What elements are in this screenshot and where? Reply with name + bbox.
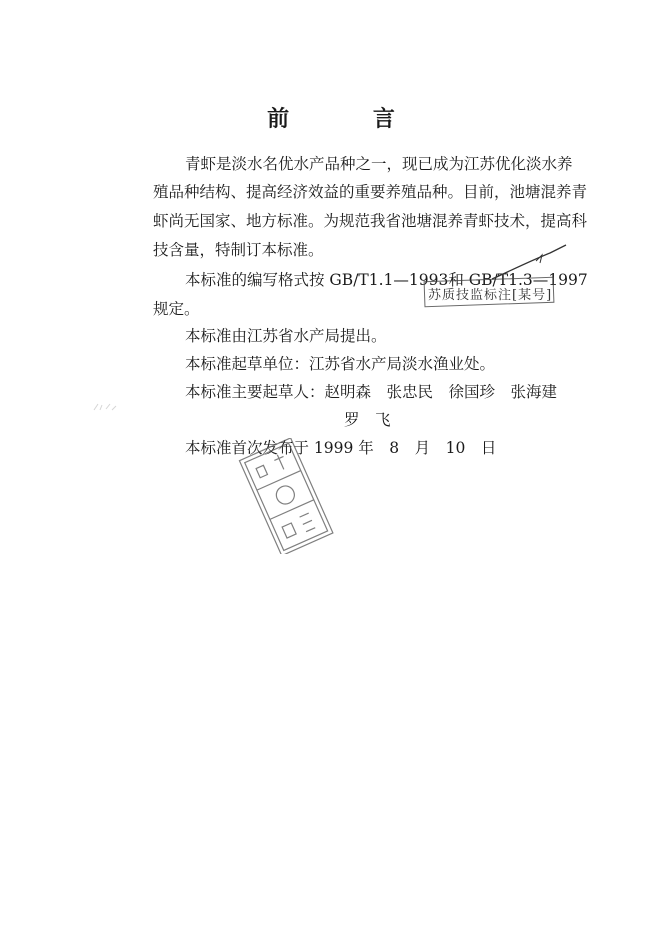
- paragraph2-line2: 规定。: [153, 300, 200, 318]
- release-date: 本标准首次发布于 1999 年 8 月 10 日: [185, 439, 497, 457]
- paragraph2-line1: 本标准的编写格式按 GB/T1.1—1993和 GB/T1.3—1997: [185, 271, 588, 289]
- proposed-by: 本标准由江苏省水产局提出。: [185, 327, 387, 345]
- page-title: 前 言: [267, 106, 433, 132]
- drafting-unit: 本标准起草单位：江苏省水产局淡水渔业处。: [185, 355, 496, 373]
- paragraph1-line3: 虾尚无国家、地方标准。为规范我省池塘混养青虾技术，提高科: [153, 212, 588, 230]
- drafters-line2: 罗 飞: [344, 411, 391, 429]
- official-seal-stamp: [238, 438, 338, 554]
- scan-artifact: [92, 400, 120, 414]
- drafters-line1: 本标准主要起草人：赵明森 张忠民 徐国珍 张海建: [185, 383, 558, 401]
- annotation-stamp-text: 苏质技监标注[某号]: [428, 288, 553, 303]
- handwritten-mark-icon: [490, 243, 570, 283]
- paragraph1-line4: 技含量，特制订本标准。: [153, 241, 324, 259]
- paragraph1-line2: 殖品种结构、提高经济效益的重要养殖品种。目前，池塘混养青: [153, 183, 588, 201]
- paragraph1-line1: 青虾是淡水名优水产品种之一，现已成为江苏优化淡水养: [185, 155, 573, 173]
